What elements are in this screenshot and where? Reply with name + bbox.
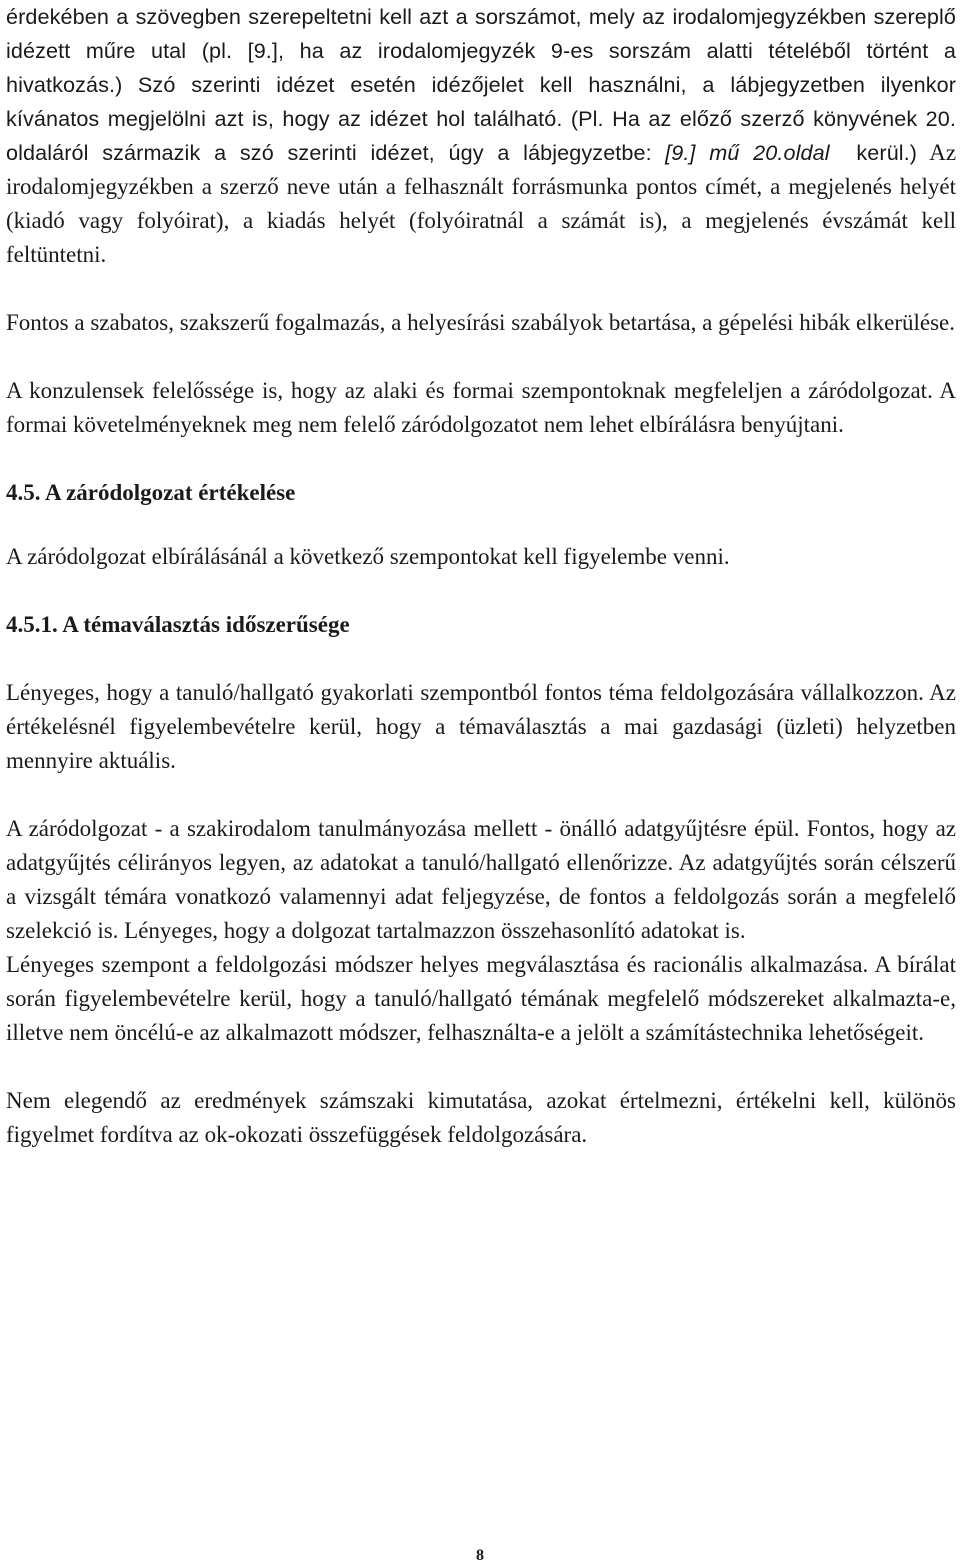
section-heading-evaluation: 4.5. A záródolgozat értékelése <box>6 480 296 505</box>
paragraph-citation-rules-part-a: érdekében a szövegben szerepeltetni kell azt a sorszámot, mely az irodalomjegyzékben szereplő idézett műre utal (pl. [9.], ha az irodalomjegyzék 9-es sorszám alatti tételéből történt a hivatkozás.) <box>6 4 956 97</box>
paragraph-writing-quality: Fontos a szabatos, szakszerű fogalmazás, a helyesírási szabályok betartása, a gépelési hibák elkerülése. <box>6 310 956 335</box>
paragraph-data-collection: A záródolgozat - a szakirodalom tanulmányozása mellett - önálló adatgyűjtésre épül. Fontos, hogy az adatgyűjtés célirányos legyen, az adatokat a tanuló/hallgató ellenőrizze. Az adatgyűjtés során célszerű a vizsgált témára vonatkozó valamennyi adat feljegyzése, de fontos a feldolgozás során a megfelelő szelekció is. Lényeges, hogy a dolgozat tartalmazzon összehasonlító adatokat is. <box>6 816 956 943</box>
footnote-example: [9.] mű 20.oldal <box>665 140 830 165</box>
paragraph-processing-method: Lényeges szempont a feldolgozási módszer helyes megválasztása és racionális alkalmazása. A bírálat során figyelembevételre kerül, hogy a tanuló/hallgató témának megfelelő módszereket alkalmazta-e, illetve nem öncélú-e az alkalmazott módszer, felhasználta-e a jelölt a számítástechnika lehetőségeit. <box>6 952 956 1045</box>
paragraph-citation-rules-part-e: Az irodalomjegyzékben a szerző neve után a felhasznált forrásmunka pontos címét, a megjelenés helyét (kiadó vagy folyóirat), a kiadás helyét (folyóiratnál a számát is), a megjelenés évszámát kell feltüntetni. <box>6 140 957 267</box>
paragraph-citation-rules-part-d: kerül.) <box>856 140 918 165</box>
paragraph-interpretation: Nem elegendő az eredmények számszaki kimutatása, azokat értelmezni, értékelni kell, különös figyelmet fordítva az ok-okozati összefüggések feldolgozására. <box>6 1088 956 1147</box>
paragraph-evaluation-intro: A záródolgozat elbírálásánál a következő szempontokat kell figyelembe venni. <box>6 544 730 569</box>
paragraph-citation-rules <box>6 0 956 272</box>
document-page <box>6 0 956 1152</box>
paragraph-topic-relevance: Lényeges, hogy a tanuló/hallgató gyakorlati szempontból fontos téma feldolgozására vállalkozzon. Az értékelésnél figyelembevételre kerül, hogy a témaválasztás a mai gazdasági (üzleti) helyzetben mennyire aktuális. <box>6 680 956 773</box>
paragraph-consultant-responsibility: A konzulensek felelőssége is, hogy az alaki és formai szempontoknak megfeleljen a záródolgozat. A formai követelményeknek meg nem felelő záródolgozatot nem lehet elbírálásra benyújtani. <box>6 378 956 437</box>
paragraph-citation-rules-part-b: Szó szerinti idézet esetén idézőjelet kell használni, a lábjegyzetben ilyenkor kívánatos megjelölni azt is, hogy az idézet hol található. (Pl. Ha az előző szerző könyvének 20. oldaláról származik a szó szerinti idézet, úgy a lábjegyzetbe: <box>6 72 956 165</box>
subsection-heading-topic-timeliness: 4.5.1. A témaválasztás időszerűsége <box>6 612 350 637</box>
page-number: 8 <box>476 1547 484 1564</box>
